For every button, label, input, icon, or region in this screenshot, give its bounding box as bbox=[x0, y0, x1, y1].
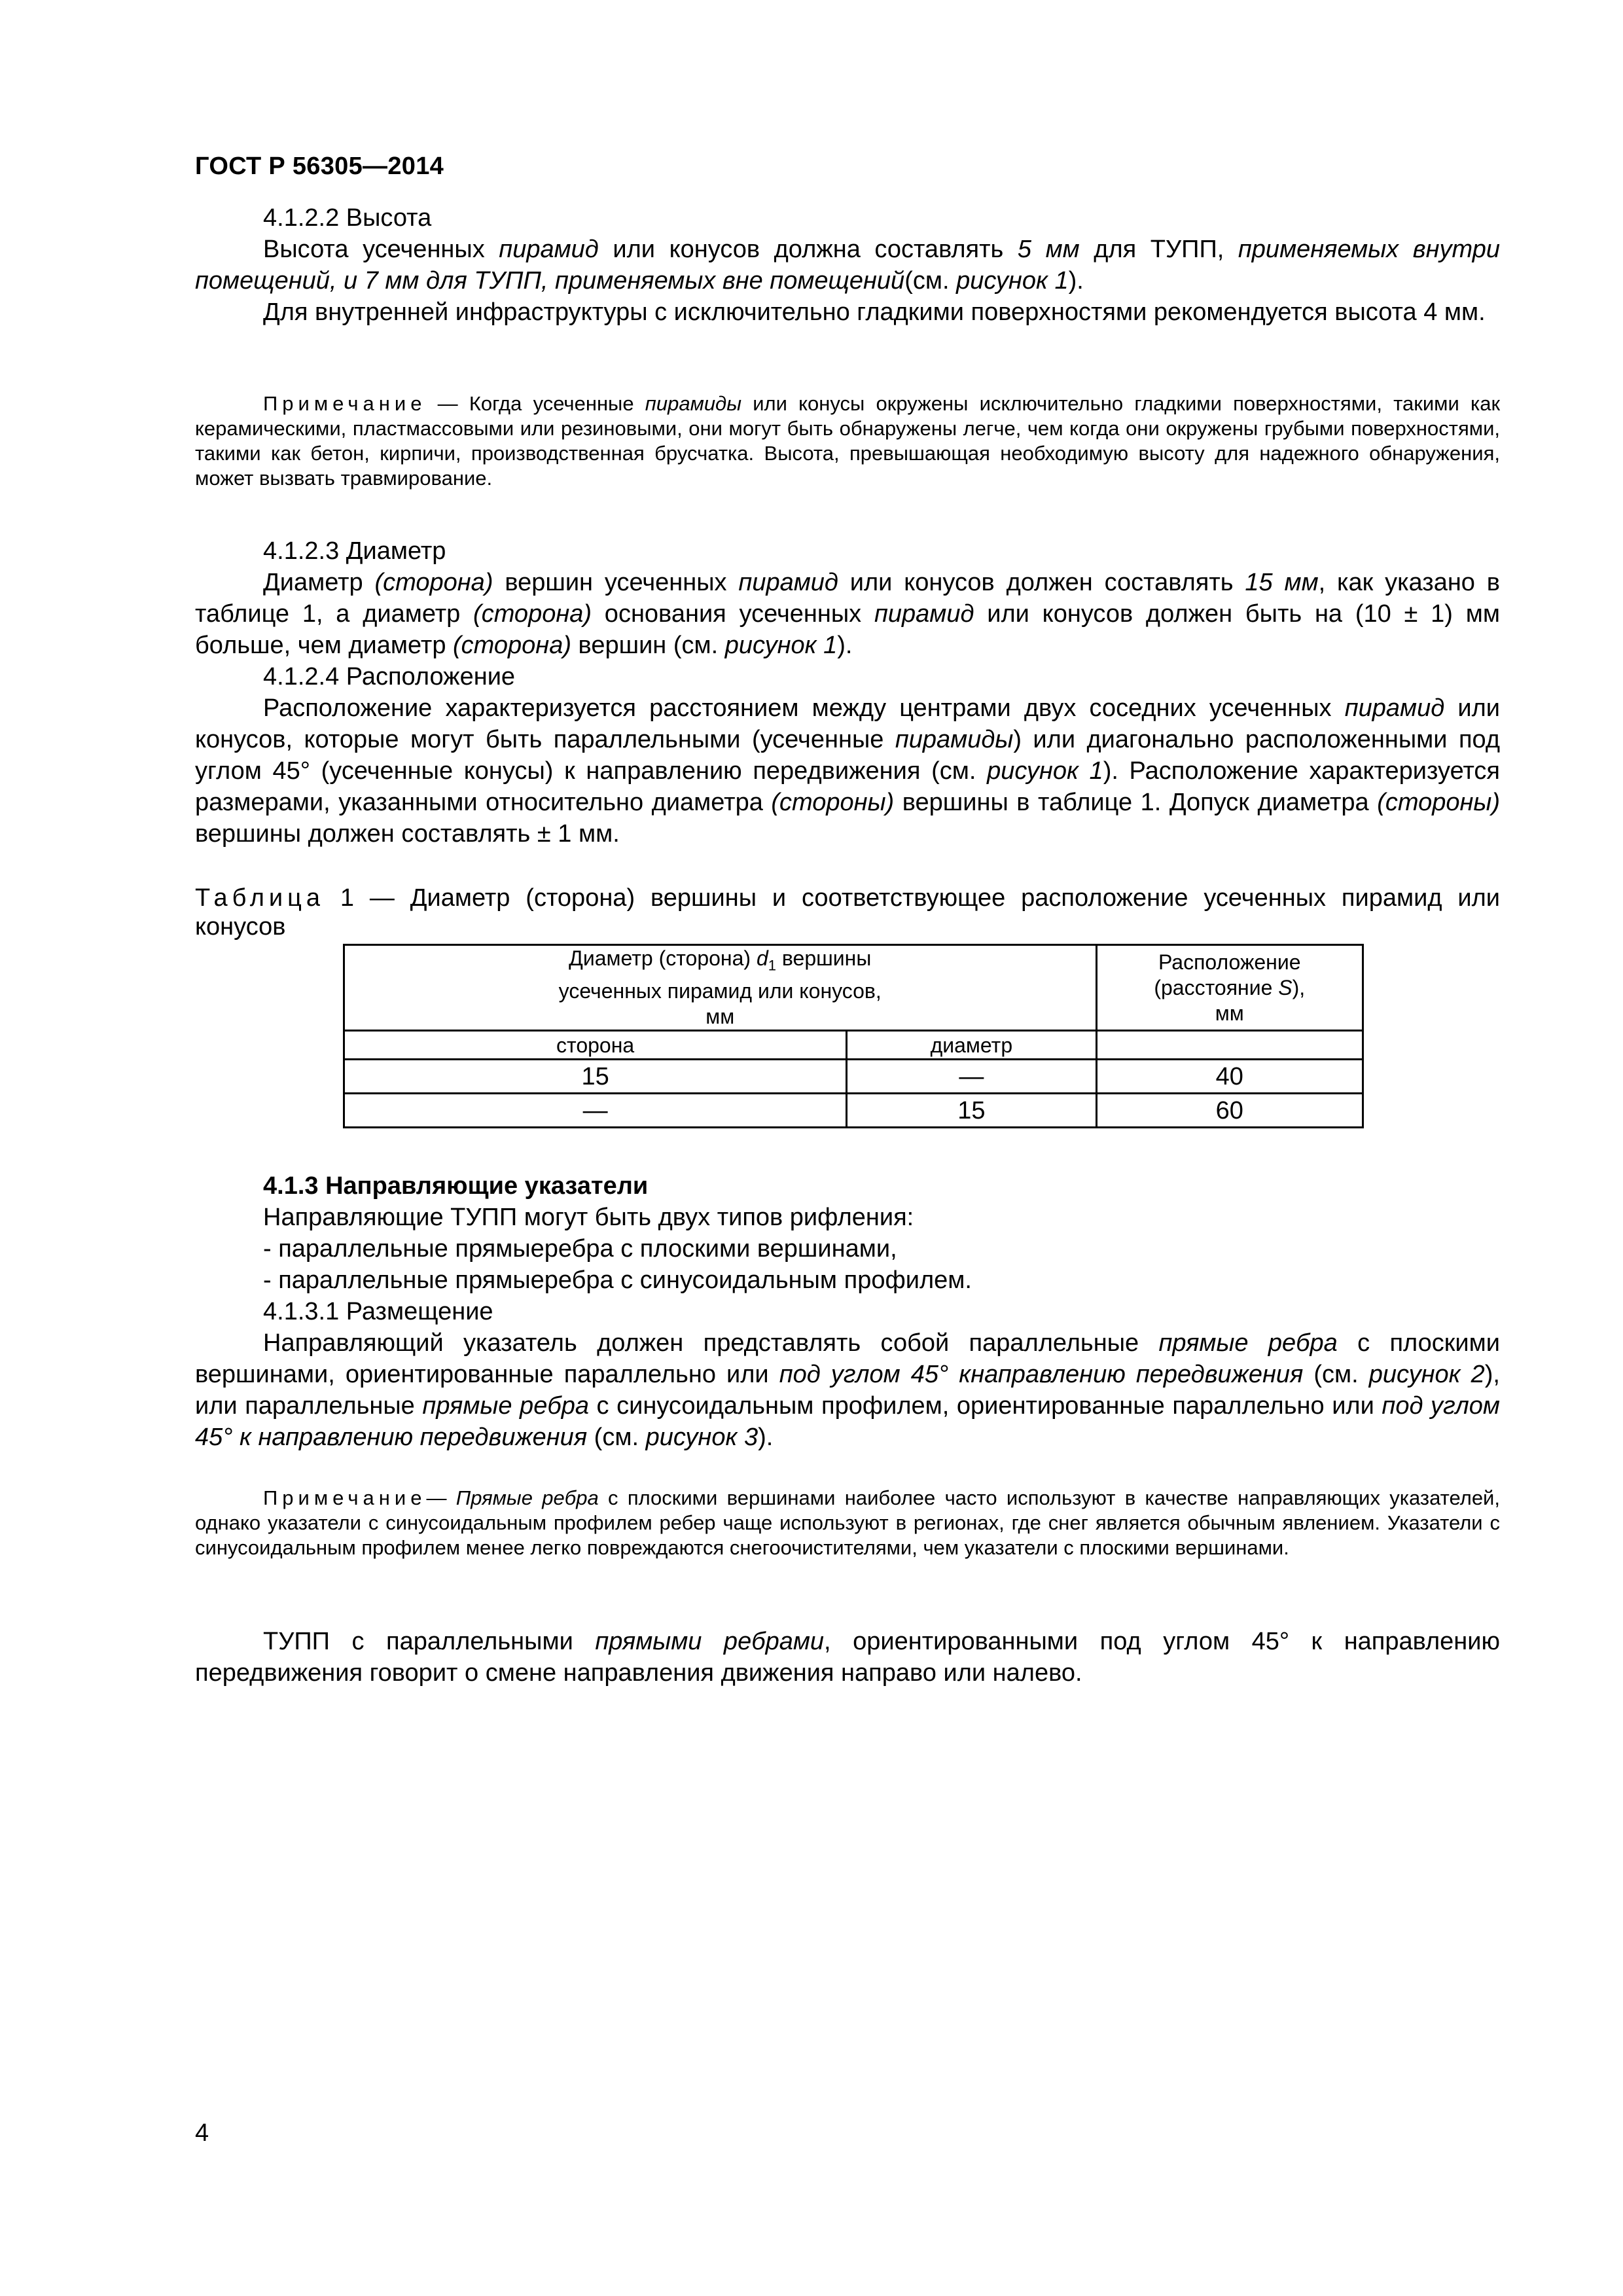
table-cell-distance: 40 bbox=[1096, 1060, 1363, 1094]
table-cell-side: — bbox=[344, 1094, 847, 1128]
paragraph: Диаметр (сторона) вершин усеченных пирамид или конусов должен составлять 15 мм, как указано в таблице 1, а диаметр (сторона) основания усеченных пирамид или конусов должен быть на (10 ± 1) мм больше, чем диаметр (сторона) вершин (см. рисунок 1). bbox=[195, 569, 1500, 659]
section-title: 4.1.2.4 Расположение bbox=[263, 663, 516, 691]
final-paragraph-block bbox=[195, 1626, 1500, 1689]
list-item: - параллельные прямыеребра с синусоидальным профилем. bbox=[263, 1266, 972, 1294]
table-caption: Таблица 1 — Диаметр (сторона) вершины и соответствующее расположение усеченных пирамид или конусов bbox=[195, 884, 1500, 941]
section-title: 4.1.3.1 Размещение bbox=[263, 1298, 493, 1325]
table-cell-diameter: — bbox=[847, 1060, 1096, 1094]
table-header-distance: Расположение (расстояние S), мм bbox=[1096, 945, 1363, 1031]
page-number: 4 bbox=[195, 2119, 209, 2147]
table-subheader-empty bbox=[1096, 1031, 1363, 1060]
paragraph: ТУПП с параллельными прямыми ребрами, ориентированными под углом 45° к направлению передвижения говорит о смене направления движения направо или налево. bbox=[195, 1628, 1500, 1687]
table-subheader-row bbox=[344, 1031, 1363, 1060]
note-block bbox=[195, 1486, 1500, 1560]
table-cell-side: 15 bbox=[344, 1060, 847, 1094]
section-4-1-2-2 bbox=[195, 202, 1500, 328]
table-cell-distance: 60 bbox=[1096, 1094, 1363, 1128]
paragraph: Для внутренней инфраструктуры с исключительно гладкими поверхностями рекомендуется высота 4 мм. bbox=[263, 298, 1486, 326]
paragraph: Направляющий указатель должен представлять собой параллельные прямые ребра с плоскими вершинами, ориентированные параллельно или под углом 45° кнаправлению передвижения (см. рисунок 2), или параллельные прямые ребра с синусоидальным профилем, ориентированные параллельно или под углом 45° к направлению передвижения (см. рисунок 3). bbox=[195, 1329, 1500, 1451]
section-title: 4.1.3 Направляющие указатели bbox=[263, 1172, 649, 1200]
note: Примечание— Прямые ребра с плоскими вершинами наиболее часто используют в качестве направляющих указателей, однако указатели с синусоидальным профилем ребер чаще используют в регионах, где снег является обычным явлением. Указатели с синусоидальным профилем менее легко повреждаются снегоочистителями, чем указатели с плоскими вершинами. bbox=[195, 1486, 1500, 1559]
table-row bbox=[344, 1094, 1363, 1128]
table-subheader-diameter: диаметр bbox=[847, 1031, 1096, 1060]
paragraph: Расположение характеризуется расстоянием между центрами двух соседних усеченных пирамид или конусов, которые могут быть параллельными (усеченные пирамиды) или диагонально расположенными под углом 45° (усеченные конусы) к направлению передвижения (см. рисунок 1). Расположение характеризуется размерами, указанными относительно диаметра (стороны) вершины в таблице 1. Допуск диаметра (стороны) вершины должен составлять ± 1 мм. bbox=[195, 694, 1500, 848]
table-header-diameter: Диаметр (сторона) $d_1$ вершины усеченных пирамид или конусов, мм bbox=[344, 945, 1097, 1031]
note-block bbox=[195, 391, 1500, 491]
table-header-row bbox=[344, 945, 1363, 1031]
table-1 bbox=[343, 944, 1364, 1128]
table-cell-diameter: 15 bbox=[847, 1094, 1096, 1128]
paragraph: Направляющие ТУПП могут быть двух типов рифления: bbox=[263, 1204, 914, 1231]
section-4-1-2-3 bbox=[195, 535, 1500, 850]
note: Примечание — Когда усеченные пирамиды или конусы окружены исключительно гладкими поверхностями, такими как керамическими, пластмассовыми или резиновыми, они могут быть обнаружены легче, чем когда они окружены грубыми поверхностями, такими как бетон, кирпичи, производственная брусчатка. Высота, превышающая необходимую высоту для надежного обнаружения, может вызвать травмирование. bbox=[195, 392, 1500, 490]
document-header: ГОСТ Р 56305—2014 bbox=[195, 152, 444, 180]
list-item: - параллельные прямыеребра с плоскими вершинами, bbox=[263, 1235, 897, 1263]
table-row bbox=[344, 1060, 1363, 1094]
table-subheader-side: сторона bbox=[344, 1031, 847, 1060]
section-4-1-3 bbox=[195, 1170, 1500, 1453]
section-title: 4.1.2.3 Диаметр bbox=[263, 537, 446, 565]
paragraph: Высота усеченных пирамид или конусов должна составлять 5 мм для ТУПП, применяемых внутри помещений, и 7 мм для ТУПП, применяемых вне помещений(см. рисунок 1). bbox=[195, 236, 1500, 295]
section-title: 4.1.2.2 Высота bbox=[263, 204, 432, 232]
